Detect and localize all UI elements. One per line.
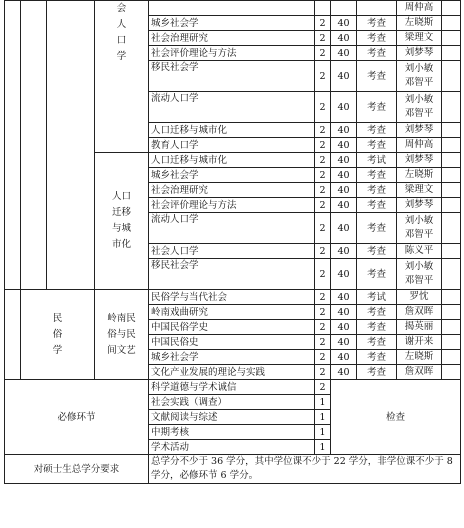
teacher-name: 詹双晖	[397, 305, 442, 320]
credit-value: 2	[315, 365, 331, 380]
assess-value: 考查	[357, 168, 397, 183]
course-name: 移民社会学	[149, 61, 315, 92]
assess-value: 考查	[357, 335, 397, 350]
assess-value: 考查	[357, 244, 397, 259]
assess-value: 考查	[357, 365, 397, 380]
course-name: 城乡社会学	[149, 350, 315, 365]
blank-cell	[5, 290, 21, 380]
credit-value: 2	[315, 259, 331, 290]
teacher-name: 陈义平	[397, 244, 442, 259]
credit-value: 2	[315, 46, 331, 61]
teacher-name: 詹双晖	[397, 365, 442, 380]
total-label: 对硕士生总学分要求	[5, 455, 149, 484]
credit-value: 2	[315, 168, 331, 183]
blank-cell	[442, 350, 461, 365]
assess-value: 考查	[357, 305, 397, 320]
hours-value: 40	[331, 320, 357, 335]
credit-value: 2	[315, 92, 331, 123]
table-row	[5, 1, 461, 16]
credit-value: 2	[315, 350, 331, 365]
table-row	[5, 455, 461, 484]
teacher-name: 谢开来	[397, 335, 442, 350]
credit-value: 2	[315, 335, 331, 350]
direction-cell: 会 人 口 学	[95, 1, 149, 153]
credit-value: 2	[315, 305, 331, 320]
hours-value: 40	[331, 153, 357, 168]
required-item-name: 科学道德与学术诚信	[149, 380, 315, 395]
hours-value: 40	[331, 335, 357, 350]
table-row	[5, 290, 461, 305]
course-name: 社会评价理论与方法	[149, 198, 315, 213]
teacher-name: 刘梦琴	[397, 198, 442, 213]
course-name: 流动人口学	[149, 213, 315, 244]
required-item-name: 中期考核	[149, 425, 315, 440]
required-item-credit: 1	[315, 440, 331, 455]
teacher-name: 刘梦琴	[397, 46, 442, 61]
assess-value	[357, 1, 397, 16]
course-name: 中国民俗学史	[149, 320, 315, 335]
required-item-name: 学术活动	[149, 440, 315, 455]
course-name: 城乡社会学	[149, 168, 315, 183]
blank-cell	[442, 320, 461, 335]
direction-cell: 岭南民 俗与民 间文艺	[95, 290, 149, 380]
credit-value	[315, 1, 331, 16]
credit-value: 2	[315, 153, 331, 168]
required-item-credit: 1	[315, 395, 331, 410]
hours-value: 40	[331, 198, 357, 213]
blank-cell	[442, 31, 461, 46]
blank-cell	[442, 61, 461, 92]
teacher-name: 周仲高	[397, 138, 442, 153]
assess-value: 考查	[357, 46, 397, 61]
blank-cell	[442, 335, 461, 350]
credit-value: 2	[315, 183, 331, 198]
assess-value: 考试	[357, 153, 397, 168]
course-name: 流动人口学	[149, 92, 315, 123]
required-item-name: 文献阅读与综述	[149, 410, 315, 425]
course-name: 文化产业发展的理论与实践	[149, 365, 315, 380]
blank-cell	[442, 259, 461, 290]
course-name: 社会治理研究	[149, 31, 315, 46]
teacher-name: 刘小敏 邓智平	[397, 259, 442, 290]
blank-cell	[442, 244, 461, 259]
hours-value: 40	[331, 138, 357, 153]
teacher-name: 左晓斯	[397, 16, 442, 31]
blank-cell	[442, 213, 461, 244]
hours-value: 40	[331, 61, 357, 92]
teacher-name: 梁理文	[397, 31, 442, 46]
hours-value: 40	[331, 305, 357, 320]
blank-cell	[442, 1, 461, 16]
teacher-name: 刘小敏 邓智平	[397, 61, 442, 92]
required-item-credit: 1	[315, 410, 331, 425]
hours-value: 40	[331, 183, 357, 198]
course-name: 岭南戏曲研究	[149, 305, 315, 320]
teacher-name: 左晓斯	[397, 350, 442, 365]
curriculum-table	[4, 0, 461, 484]
hours-value: 40	[331, 168, 357, 183]
hours-value: 40	[331, 365, 357, 380]
course-name: 社会评价理论与方法	[149, 46, 315, 61]
category-cell	[21, 1, 47, 290]
credit-value: 2	[315, 290, 331, 305]
required-label: 必修环节	[5, 380, 149, 455]
credit-value: 2	[315, 61, 331, 92]
hours-value: 40	[331, 259, 357, 290]
hours-value: 40	[331, 31, 357, 46]
teacher-name: 刘小敏 邓智平	[397, 92, 442, 123]
direction-cell: 人口 迁移 与城 市化	[95, 153, 149, 290]
assess-value: 考查	[357, 320, 397, 335]
hours-value: 40	[331, 16, 357, 31]
assess-value: 考查	[357, 61, 397, 92]
credit-value: 2	[315, 16, 331, 31]
course-name: 移民社会学	[149, 259, 315, 290]
blank-cell	[442, 198, 461, 213]
course-name: 民俗学与当代社会	[149, 290, 315, 305]
blank-cell	[47, 1, 95, 290]
blank-cell	[442, 123, 461, 138]
blank-cell	[442, 183, 461, 198]
course-name: 人口迁移与城市化	[149, 153, 315, 168]
credit-value: 2	[315, 213, 331, 244]
blank-cell	[5, 1, 21, 290]
hours-value: 40	[331, 213, 357, 244]
credit-value: 2	[315, 31, 331, 46]
blank-cell	[442, 305, 461, 320]
credit-value: 2	[315, 244, 331, 259]
total-requirement: 总学分不少于 36 学分，其中学位课不少于 22 学分，非学位课不少于 8 学分，必修环节 6 学分。	[149, 455, 461, 484]
teacher-name: 梁理文	[397, 183, 442, 198]
blank-cell	[442, 153, 461, 168]
course-name: 人口迁移与城市化	[149, 123, 315, 138]
course-name	[149, 1, 315, 16]
assess-value: 考查	[357, 350, 397, 365]
blank-cell	[442, 16, 461, 31]
blank-cell	[442, 138, 461, 153]
table-row	[5, 380, 461, 395]
required-item-credit: 1	[315, 425, 331, 440]
blank-cell	[442, 168, 461, 183]
assess-value: 考查	[357, 31, 397, 46]
table-body	[5, 1, 461, 484]
required-item-credit: 2	[315, 380, 331, 395]
assess-value: 考查	[357, 123, 397, 138]
credit-value: 2	[315, 138, 331, 153]
course-name: 社会治理研究	[149, 183, 315, 198]
teacher-name: 刘小敏 邓智平	[397, 213, 442, 244]
course-name: 社会人口学	[149, 244, 315, 259]
hours-value: 40	[331, 290, 357, 305]
credit-value: 2	[315, 320, 331, 335]
teacher-name: 刘梦琴	[397, 123, 442, 138]
hours-value: 40	[331, 92, 357, 123]
blank-cell	[442, 365, 461, 380]
required-item-name: 社会实践（调查）	[149, 395, 315, 410]
assess-value: 考查	[357, 198, 397, 213]
hours-value: 40	[331, 244, 357, 259]
credit-value: 2	[315, 198, 331, 213]
assess-value: 考查	[357, 213, 397, 244]
assess-value: 考查	[357, 16, 397, 31]
hours-value: 40	[331, 123, 357, 138]
credit-value: 2	[315, 123, 331, 138]
course-name: 教育人口学	[149, 138, 315, 153]
hours-value	[331, 1, 357, 16]
teacher-name: 刘梦琴	[397, 153, 442, 168]
course-name: 城乡社会学	[149, 16, 315, 31]
blank-cell	[442, 290, 461, 305]
assess-value: 考试	[357, 290, 397, 305]
assess-value: 考查	[357, 259, 397, 290]
teacher-name: 罗忱	[397, 290, 442, 305]
teacher-name: 左晓斯	[397, 168, 442, 183]
teacher-name: 揭英丽	[397, 320, 442, 335]
required-assess: 检查	[331, 380, 461, 455]
assess-value: 考查	[357, 138, 397, 153]
assess-value: 考查	[357, 183, 397, 198]
assess-value: 考查	[357, 92, 397, 123]
hours-value: 40	[331, 350, 357, 365]
blank-cell	[442, 92, 461, 123]
teacher-name: 周仲高	[397, 1, 442, 16]
hours-value: 40	[331, 46, 357, 61]
category-cell: 民 俗 学	[21, 290, 95, 380]
course-name: 中国民俗史	[149, 335, 315, 350]
blank-cell	[442, 46, 461, 61]
